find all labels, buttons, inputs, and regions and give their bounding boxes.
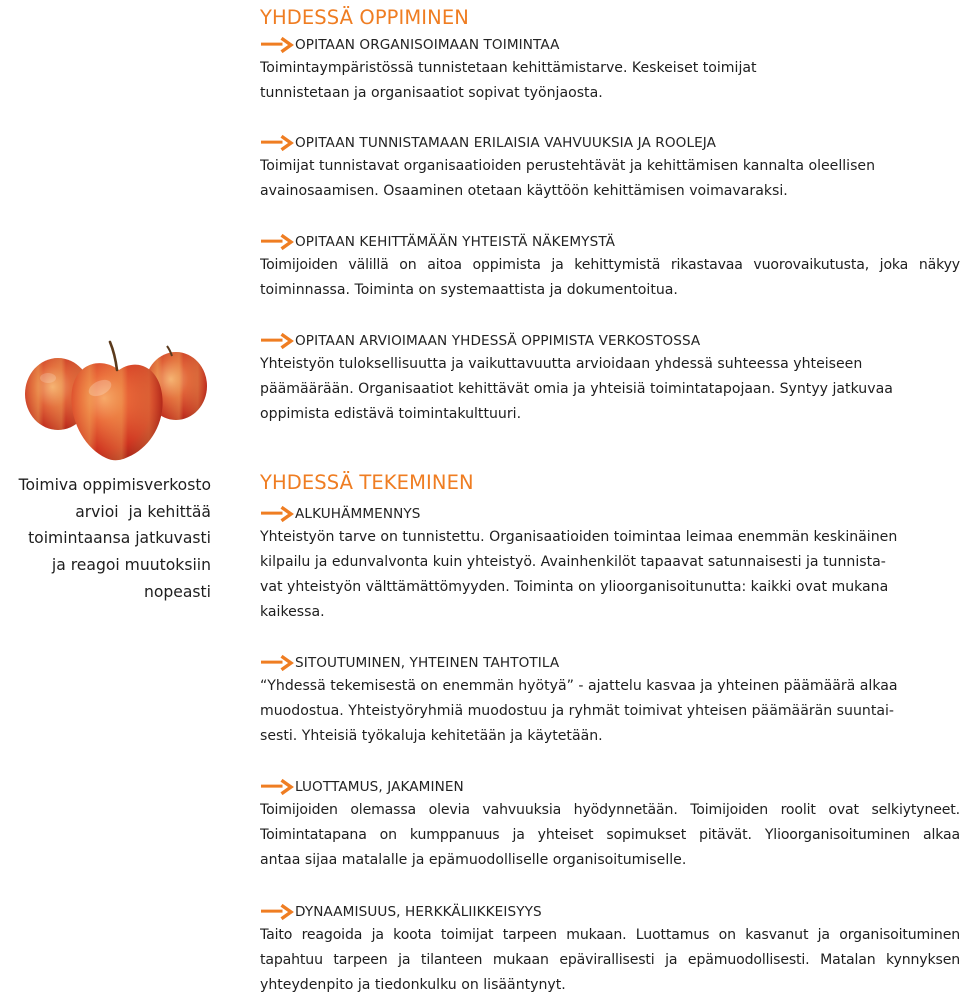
quote-line: Toimiva oppimisverkosto [18,476,211,494]
body-line: muodostua. Yhteistyöryhmiä muodostuu ja ryhmät toimivat yhteisen päämäärän suuntai- [260,703,894,719]
arrow-right-icon [260,134,294,152]
body-line: sesti. Yhteisiä työkaluja kehitetään ja käytetään. [260,728,603,744]
body-line: Yhteistyön tarve on tunnistettu. Organisaatioiden toimintaa leimaa enemmän keskinäinen [260,529,898,545]
body-line: tunnistetaan ja organisaatiot sopivat työnjaosta. [260,85,603,101]
item-luottamus [260,776,960,873]
body-line: “Yhdessä tekemisestä on enemmän hyötyä” - ajattelu kasvaa ja yhteinen päämäärä alkaa [260,678,898,694]
item-title: SITOUTUMINEN, YHTEINEN TAHTOTILA [295,655,560,671]
body-line: Toimijoiden olemassa olevia vahvuuksia hyödynnetään. Toimijoiden roolit ovat selkiytyneet. [260,802,960,818]
body-line: tapahtuu tarpeen ja tilanteen mukaan epävirallisesti ja epämuodollisesti. Matalan kynnyksen [260,952,960,968]
arrow-right-icon [260,332,294,350]
body-line: oppimista edistävä toimintakulttuuri. [260,406,522,422]
quote-line: toimintaansa jatkuvasti [28,529,211,548]
item-nakemysta [260,231,960,303]
arrow-right-icon [260,36,294,54]
item-title: DYNAAMISUUS, HERKKÄLIIKKEISYYS [295,904,542,920]
quote-line: ja reagoi muutoksiin [51,556,211,575]
arrow-right-icon [260,505,294,523]
item-title: OPITAAN ARVIOIMAAN YHDESSÄ OPPIMISTA VERKOSTOSSA [295,333,701,349]
body-line: yhteydenpito ja tiedonkulku on lisääntynyt. [260,977,566,993]
section-title-yhdessa-tekeminen: YHDESSÄ TEKEMINEN [260,471,474,494]
arrow-right-icon [260,233,294,251]
arrow-right-icon [260,654,294,672]
item-arvioimaan [260,330,960,427]
body-line: päämäärään. Organisaatiot kehittävät omia ja yhteisiä toimintatapojaan. Syntyy jatkuvaa [260,381,893,397]
item-title: LUOTTAMUS, JAKAMINEN [295,779,464,795]
body-line: Toimintatapana on kumppanuus ja yhteiset sopimukset pitävät. Ylioorganisoituminen alkaa [260,827,960,843]
body-line: kaikessa. [260,604,325,620]
arrow-right-icon [260,778,294,796]
quote-line: arvioi ja kehittää [75,502,211,521]
item-title: OPITAAN TUNNISTAMAAN ERILAISIA VAHVUUKSIA JA ROOLEJA [295,135,717,151]
body-line: Toimijat tunnistavat organisaatioiden perustehtävät ja kehittämisen kannalta oleellisen [260,158,876,174]
quote-line: nopeasti [143,582,211,601]
apples-illustration [22,336,216,470]
arrow-right-icon [260,903,294,921]
item-title: ALKUHÄMMENNYS [295,506,421,522]
body-line: Taito reagoida ja koota toimijat tarpeen mukaan. Luottamus on kasvanut ja organisoituminen [260,927,960,943]
section-title-yhdessa-oppiminen: YHDESSÄ OPPIMINEN [260,6,469,29]
item-title: OPITAAN KEHITTÄMÄÄN YHTEISTÄ NÄKEMYSTÄ [295,234,616,250]
body-line: toiminnassa. Toiminta on systemaattista ja dokumentoitua. [260,282,678,298]
body-line: antaa sijaa matalalle ja epämuodolliselle organisoitumiselle. [260,852,687,868]
body-line: Yhteistyön tuloksellisuutta ja vaikuttavuutta arvioidaan yhdessä suhteessa yhteiseen [260,356,863,372]
item-alkuhammennys [260,503,960,625]
body-line: vat yhteistyön välttämättömyyden. Toiminta on ylioorganisoitunutta: kaikki ovat mukana [260,579,889,595]
body-line: avainosaamisen. Osaaminen otetaan käyttöön kehittämisen voimavaraksi. [260,183,788,199]
pull-quote [0,472,211,606]
item-title: OPITAAN ORGANISOIMAAN TOIMINTAA [295,37,560,53]
item-organisoimaan [260,34,960,106]
body-line: kilpailu ja edunvalvonta kuin yhteistyö. Avainhenkilöt tapaavat satunnaisesti ja tunnista- [260,554,886,570]
item-vahvuuksia [260,132,960,204]
body-line: Toimijoiden välillä on aitoa oppimista ja kehittymistä rikastavaa vuorovaikutusta, joka näkyy [260,257,960,273]
item-sitoutuminen [260,652,960,749]
item-dynaamisuus [260,901,960,998]
body-line: Toimintaympäristössä tunnistetaan kehittämistarve. Keskeiset toimijat [260,60,757,76]
